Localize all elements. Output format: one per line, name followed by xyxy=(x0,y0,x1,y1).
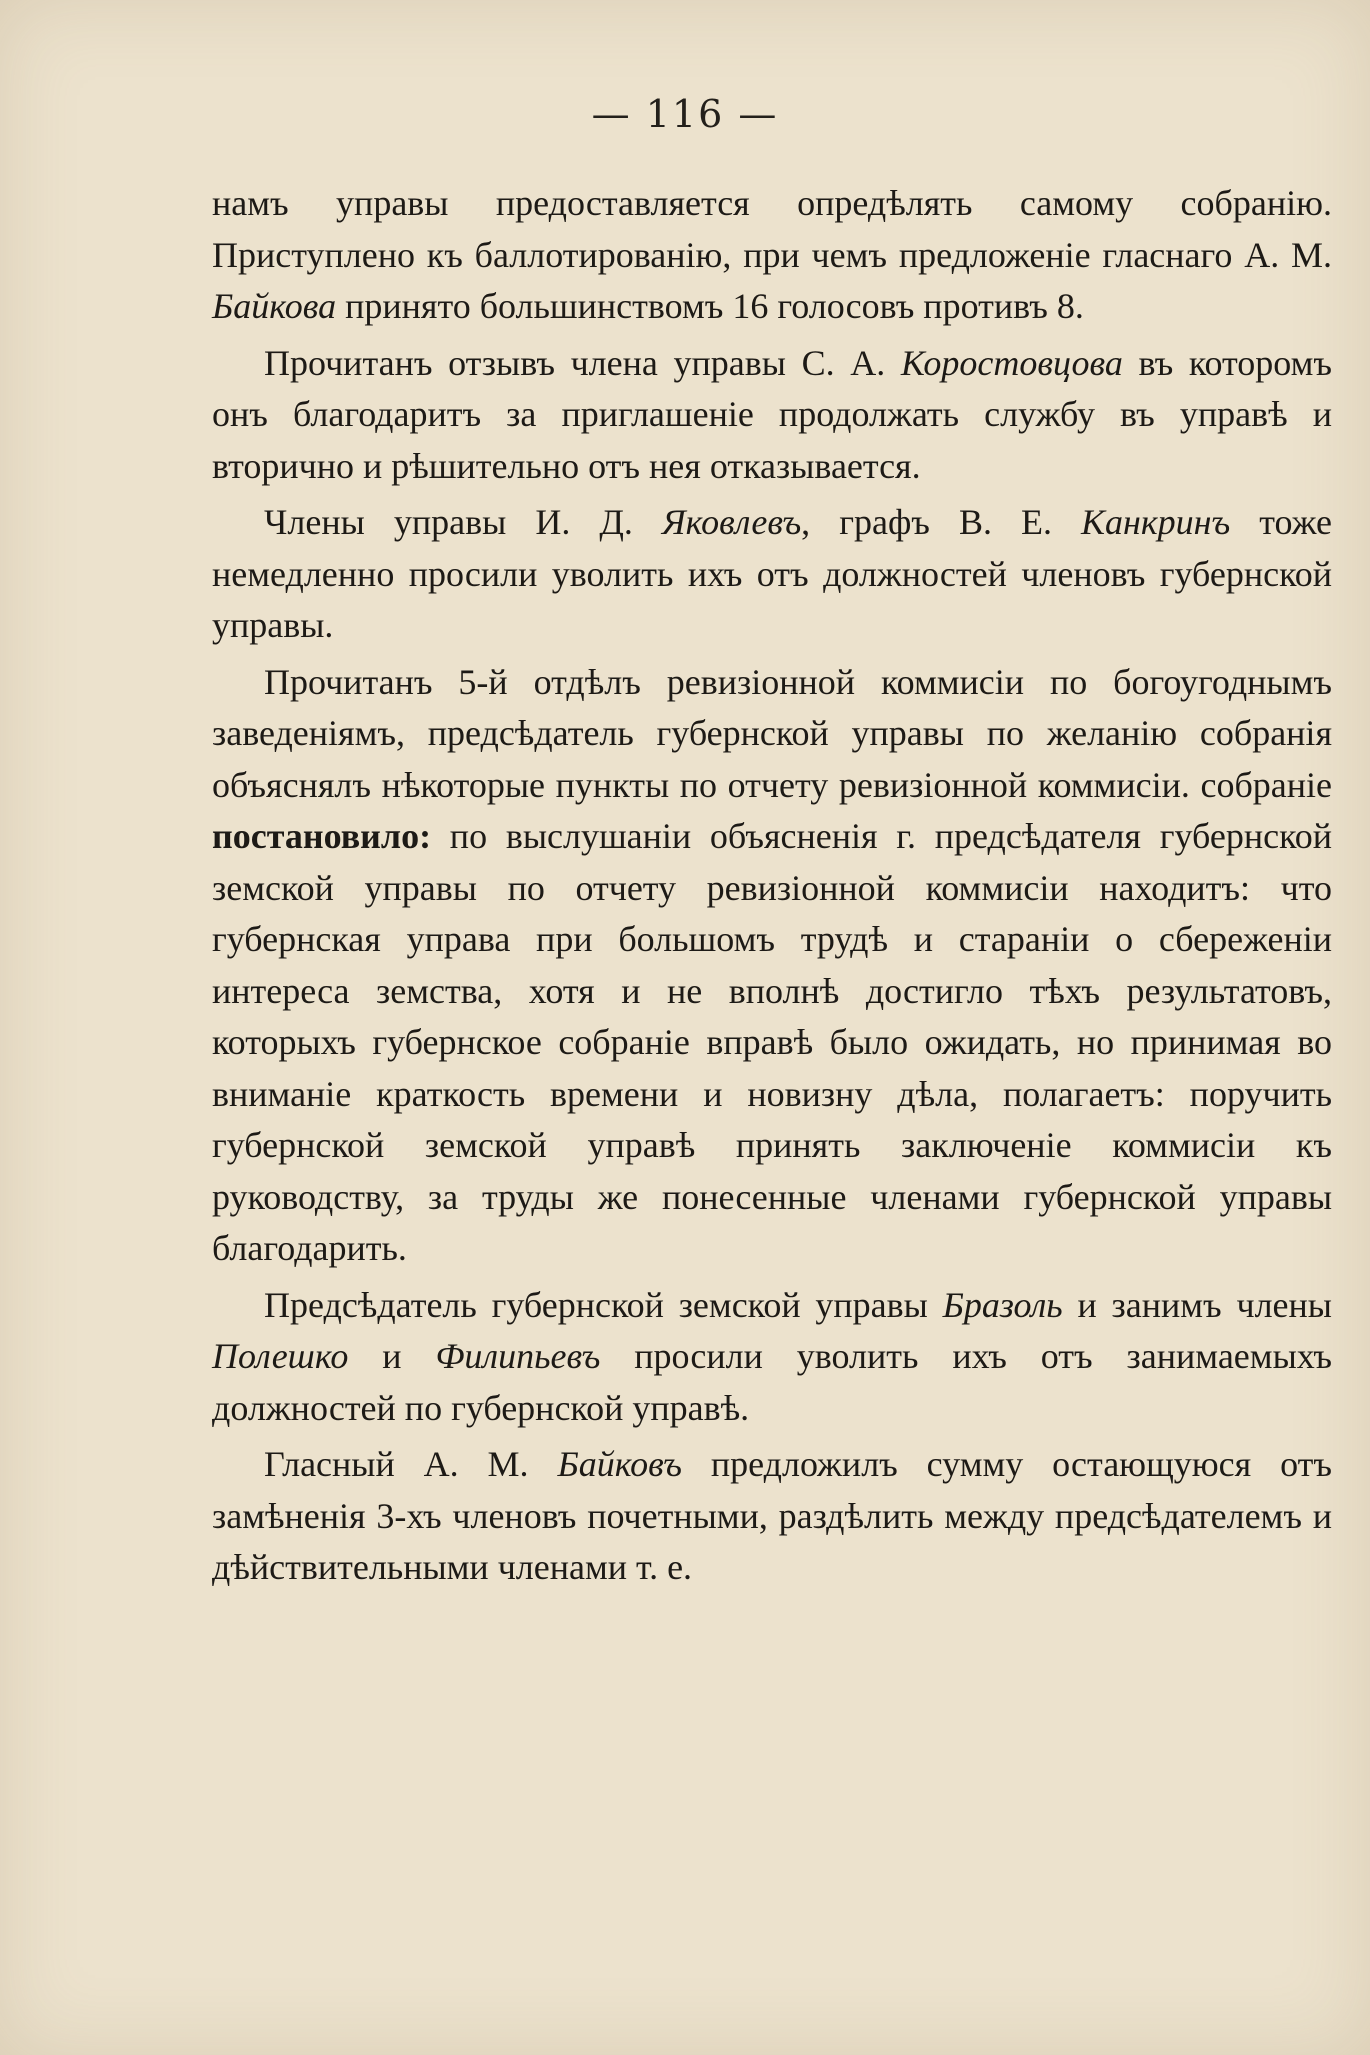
text-run: Прочитанъ отзывъ члена управы С. А. xyxy=(264,342,901,383)
text-run: и xyxy=(348,1336,436,1376)
text-run: предложилъ сумму остающуюся отъ замѣненія 3-хъ членовъ почетными, раздѣлить между предсѣдателемъ и дѣйствительными членами т. е. xyxy=(212,1444,1332,1587)
paragraph-1 xyxy=(212,178,1332,333)
text-run: Члены управы И. Д. xyxy=(264,502,662,542)
page-number: — 116 — xyxy=(591,92,779,136)
paragraph-6 xyxy=(212,1439,1332,1594)
text-run: намъ управы предоставляется опредѣлять самому собранію. Приступлено къ баллотированію, при чемъ предложеніе гласнаго А. М. xyxy=(212,183,1332,275)
italic-name: Бразоль xyxy=(942,1284,1063,1325)
text-run: Гласный А. М. xyxy=(264,1444,558,1484)
text-run: Прочитанъ 5-й отдѣлъ ревизіонной коммисіи по богоугоднымъ заведеніямъ, предсѣдатель губернской управы по желанію собранія объяснялъ нѣкоторые пункты по отчету ревизіонной коммисіи. собраніе xyxy=(212,661,1332,805)
italic-name: Яковлевъ xyxy=(661,502,802,542)
bold-term: постановило: xyxy=(212,816,432,856)
text-run: тоже немедленно просили уволить ихъ отъ должностей членовъ губернской управы. xyxy=(212,502,1332,645)
text-run: въ которомъ онъ благодаритъ за приглашеніе продолжать службу въ управѣ и вторично и рѣшительно отъ нея отказывается. xyxy=(212,342,1332,486)
body-text xyxy=(212,178,1332,1599)
italic-name: Канкринъ xyxy=(1081,502,1231,542)
text-run: принято большинствомъ 16 голосовъ противъ 8. xyxy=(336,286,1084,326)
italic-name: Коростовцова xyxy=(900,342,1123,383)
italic-name: Полешко xyxy=(212,1336,349,1376)
italic-name: Байковъ xyxy=(557,1444,682,1484)
italic-name: Байкова xyxy=(212,286,337,326)
text-run: по выслушаніи объясненія г. предсѣдателя губернской земской управы по отчету ревизіонной коммисіи находитъ: что губернская управа при большомъ трудѣ и стараніи о сбереженіи интереса земства, хотя и не вполнѣ достигло тѣхъ результатовъ, которыхъ губернское собраніе вправѣ было ожидать, но принимая во вниманіе краткость времени и новизну дѣла, полагаетъ: поручить губернской земской управѣ принять заключеніе коммисіи къ руководству, за труды же понесенные членами губернской управы благодарить. xyxy=(212,816,1332,1268)
paragraph-5 xyxy=(212,1280,1332,1435)
paragraph-3 xyxy=(212,497,1332,652)
italic-name: Филипьевъ xyxy=(435,1336,601,1376)
paragraph-2 xyxy=(212,338,1332,493)
text-run: Предсѣдатель губернской земской управы xyxy=(264,1284,943,1325)
paragraph-4 xyxy=(212,657,1332,1275)
text-run: просили уволить ихъ отъ занимаемыхъ должностей по губернской управѣ. xyxy=(212,1336,1332,1428)
text-run: , графъ В. Е. xyxy=(801,502,1082,542)
text-run: и занимъ члены xyxy=(1062,1284,1332,1325)
